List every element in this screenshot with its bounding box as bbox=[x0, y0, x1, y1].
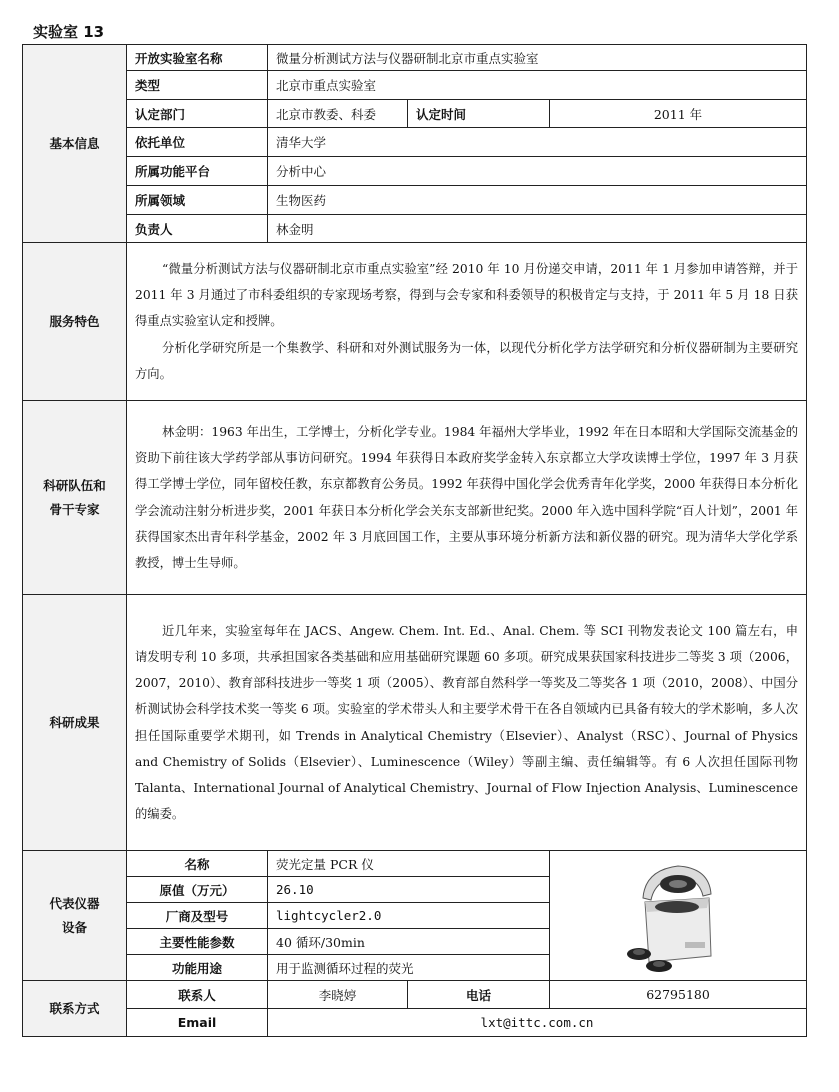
value-field: 生物医药 bbox=[268, 186, 807, 215]
page-title: 实验室 13 bbox=[33, 23, 105, 41]
section-equipment-line1: 代表仪器 bbox=[49, 895, 100, 911]
equip-row-name bbox=[23, 851, 807, 877]
label-cert-time: 认定时间 bbox=[408, 100, 550, 128]
value-cert-dept: 北京市教委、科委 bbox=[268, 100, 408, 128]
team-row bbox=[23, 401, 807, 595]
section-basic-info: 基本信息 bbox=[23, 45, 127, 243]
label-platform: 所属功能平台 bbox=[127, 157, 268, 186]
basic-row-type bbox=[23, 71, 807, 100]
team-text bbox=[127, 401, 807, 595]
equipment-photo-cell bbox=[550, 851, 807, 981]
label-contact-person: 联系人 bbox=[127, 981, 268, 1009]
value-head: 林金明 bbox=[268, 215, 807, 243]
section-equipment-line2: 设备 bbox=[61, 919, 87, 935]
achievements-text bbox=[127, 595, 807, 851]
contact-row-email bbox=[23, 1009, 807, 1037]
label-equip-value: 原值（万元） bbox=[127, 877, 268, 903]
section-team bbox=[23, 401, 127, 595]
pcr-instrument-photo bbox=[623, 858, 733, 974]
label-equip-usage: 功能用途 bbox=[127, 955, 268, 981]
service-text bbox=[127, 243, 807, 401]
basic-row-dept bbox=[23, 100, 807, 128]
service-paragraph-1: “微量分析测试方法与仪器研制北京市重点实验室”经 2010 年 10 月份递交申请，2011 年 1 月参加申请答辩，并于 2011 年 3 月通过了市科委组织的专家现场考察，得到与会专家和科委领导的积极肯定与支持，于 2011 年 5 月 18 日获得重点实验室认定和授牌。 bbox=[135, 261, 798, 329]
label-head: 负责人 bbox=[127, 215, 268, 243]
achievements-row bbox=[23, 595, 807, 851]
value-equip-value: 26.10 bbox=[268, 877, 550, 903]
service-paragraph-2: 分析化学研究所是一个集教学、科研和对外测试服务为一体，以现代分析化学方法学研究和分析仪器研制为主要研究方向。 bbox=[135, 340, 798, 381]
value-host-unit: 清华大学 bbox=[268, 128, 807, 157]
label-equip-params: 主要性能参数 bbox=[127, 929, 268, 955]
value-equip-name: 荧光定量 PCR 仪 bbox=[268, 851, 550, 877]
label-email: Email bbox=[127, 1009, 268, 1037]
section-team-line2: 骨干专家 bbox=[49, 501, 100, 517]
section-service: 服务特色 bbox=[23, 243, 127, 401]
team-paragraph: 林金明：1963 年出生，工学博士，分析化学专业。1984 年福州大学毕业，1992 年在日本昭和大学国际交流基金的资助下前往该大学药学部从事访问研究。1994 年获得日本政府奖学金转入东京都立大学攻读博士学位，1997 年 3 月获得工学博士学位，同年留校任教，东京都教育公务员。1992 年获得中国化学会优秀青年化学奖，2000 年获得日本分析化学会流动注射分析进步奖，2001 年获日本分析化学会关东支部新世纪奖。2000 年入选中国科学院“百人计划”，2001 年获得国家杰出青年科学基金，2002 年 3 月底回国工作，主要从事环境分析新方法和新仪器的研究。现为清华大学化学系教授，博士生导师。 bbox=[135, 424, 798, 570]
lab-info-table bbox=[22, 44, 807, 1037]
value-lab-name: 微量分析测试方法与仪器研制北京市重点实验室 bbox=[268, 45, 807, 71]
value-type: 北京市重点实验室 bbox=[268, 71, 807, 100]
basic-row-name bbox=[23, 45, 807, 71]
value-phone: 62795180 bbox=[550, 981, 807, 1009]
service-row bbox=[23, 243, 807, 401]
contact-row-person bbox=[23, 981, 807, 1009]
basic-row-field bbox=[23, 186, 807, 215]
section-team-line1: 科研队伍和 bbox=[43, 477, 106, 493]
label-field: 所属领域 bbox=[127, 186, 268, 215]
value-cert-time: 2011 年 bbox=[550, 100, 807, 128]
label-equip-name: 名称 bbox=[127, 851, 268, 877]
label-cert-dept: 认定部门 bbox=[127, 100, 268, 128]
section-contact: 联系方式 bbox=[23, 981, 127, 1037]
section-achievements: 科研成果 bbox=[23, 595, 127, 851]
label-equip-model: 厂商及型号 bbox=[127, 903, 268, 929]
value-equip-params: 40 循环/30min bbox=[268, 929, 550, 955]
value-platform: 分析中心 bbox=[268, 157, 807, 186]
label-type: 类型 bbox=[127, 71, 268, 100]
basic-row-head bbox=[23, 215, 807, 243]
achievements-paragraph: 近几年来，实验室每年在 JACS、Angew. Chem. Int. Ed.、Anal. Chem. 等 SCI 刊物发表论文 100 篇左右，申请发明专利 10 多项，共承担国家各类基础和应用基础研究课题 60 多项。研究成果获国家科技进步二等奖 3 项（2006，2007，2010）、教育部科技进步一等奖 1 项（2005）、教育部自然科学一等奖及二等奖各 1 项（2010，2008）、中国分析测试协会科学技术奖一等奖 6 项。实验室的学术带头人和主要学术骨干在各自领域内已具备有较大的学术影响，多人次担任国际重要学术期刊，如 Trends in Analytical Chemistry（Elsevier）、Analyst（RSC）、Journal of Physics and Chemistry of Solids（Elsevier）、Luminescence（Wiley）等副主编、责任编辑等。有 6 人次担任国际刊物 Talanta、International Journal of Analytical Chemistry、Journal of Flow Injection Analysis、Luminescence 的编委。 bbox=[135, 623, 798, 822]
basic-row-platform bbox=[23, 157, 807, 186]
value-contact-person: 李晓婷 bbox=[268, 981, 408, 1009]
label-lab-name: 开放实验室名称 bbox=[127, 45, 268, 71]
value-equip-usage: 用于监测循环过程的荧光 bbox=[268, 955, 550, 981]
label-host-unit: 依托单位 bbox=[127, 128, 268, 157]
value-email: lxt@ittc.com.cn bbox=[268, 1009, 807, 1037]
value-equip-model: lightcycler2.0 bbox=[268, 903, 550, 929]
label-phone: 电话 bbox=[408, 981, 550, 1009]
section-equipment bbox=[23, 851, 127, 981]
basic-row-host bbox=[23, 128, 807, 157]
